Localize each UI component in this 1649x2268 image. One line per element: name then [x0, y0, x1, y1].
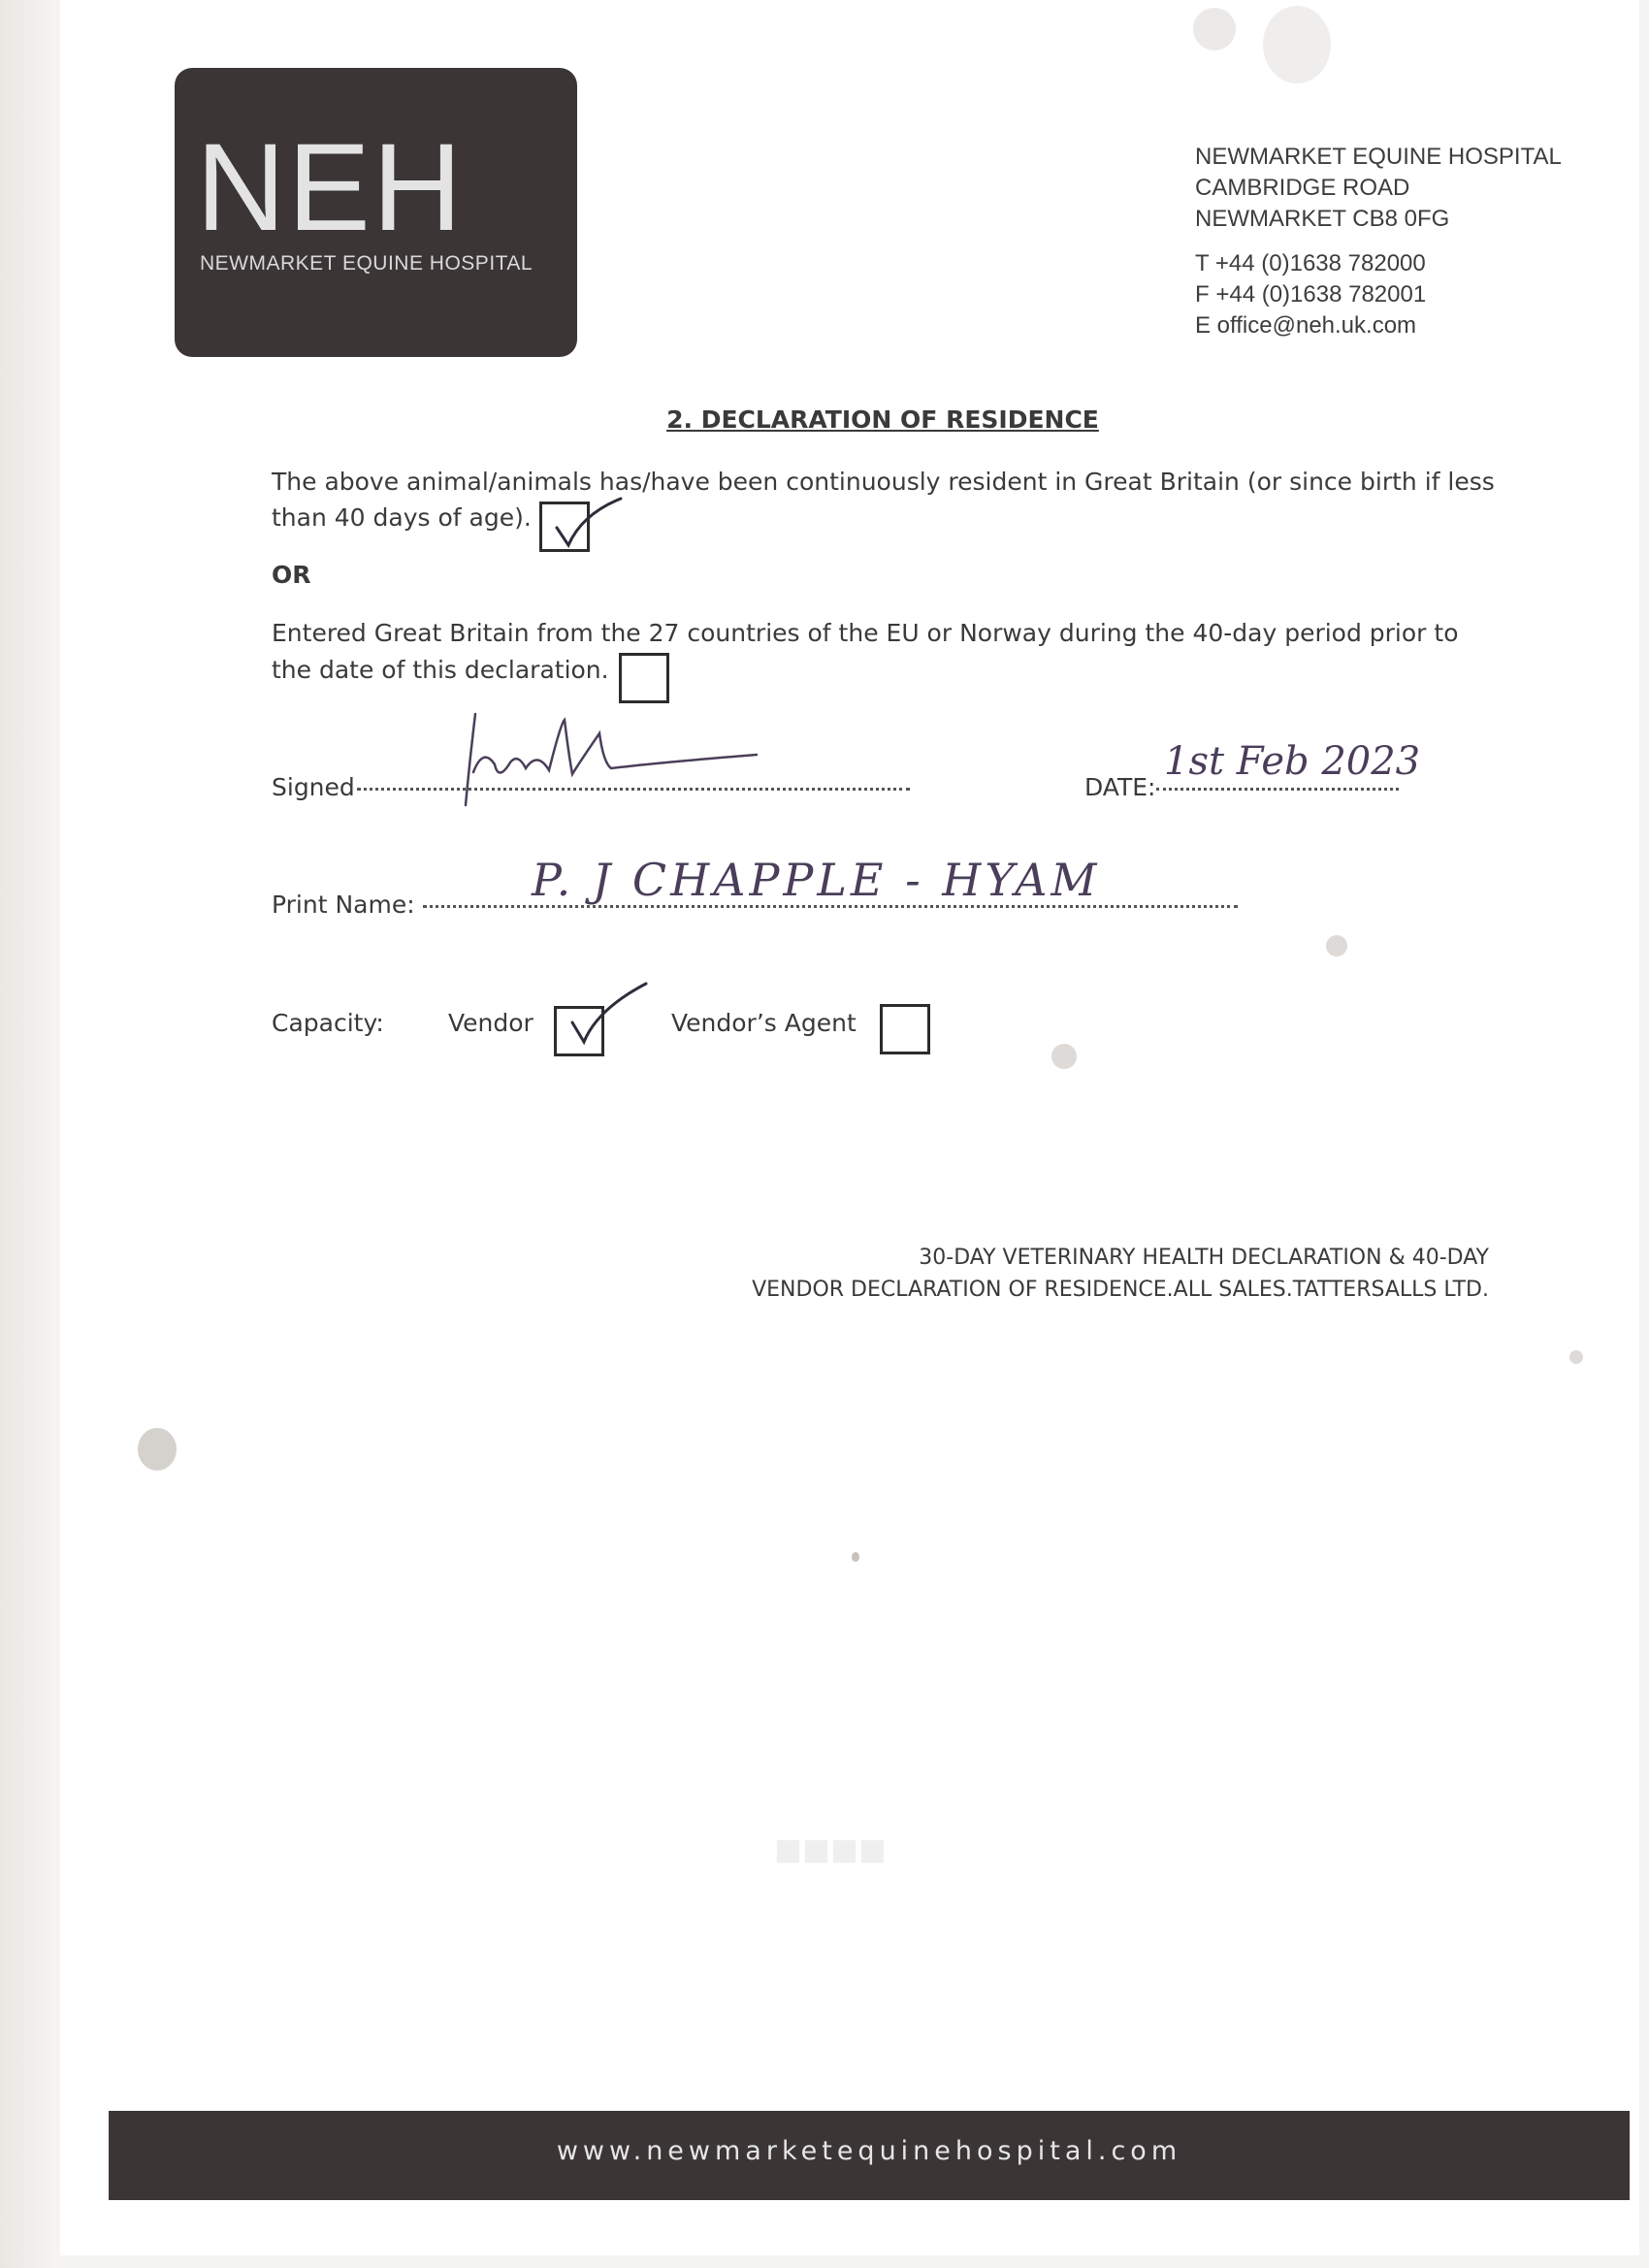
form-reference-note — [679, 1242, 1489, 1306]
website-footer-bar — [109, 2111, 1630, 2200]
print-name-value: P. J CHAPPLE - HYAM — [532, 854, 1101, 906]
vendor-checkbox[interactable] — [554, 1006, 604, 1056]
scan-smudge — [1193, 8, 1236, 50]
vendors-agent-checkbox[interactable] — [880, 1004, 930, 1054]
date-line[interactable] — [1156, 788, 1399, 791]
logo-letters: NEH — [196, 118, 465, 257]
option2-text-line1: Entered Great Britain from the 27 countries of the EU or Norway during the 40-day period prior to — [272, 619, 1459, 647]
bleed-through-text: ■■■■ — [774, 1825, 887, 1876]
or-label: OR — [272, 561, 311, 589]
address-line-town: NEWMARKET CB8 0FG — [1195, 206, 1450, 232]
option1-text-line1: The above animal/animals has/have been continuously resident in Great Britain (or since birth if less — [272, 468, 1495, 496]
address-line-road: CAMBRIDGE ROAD — [1195, 175, 1410, 201]
option2-text-line2: the date of this declaration. — [272, 656, 609, 684]
logo-subtitle: NEWMARKET EQUINE HOSPITAL — [200, 252, 534, 275]
neh-logo — [175, 68, 577, 357]
section-heading: 2. DECLARATION OF RESIDENCE — [666, 405, 1099, 434]
scan-smudge — [1051, 1044, 1077, 1069]
address-line-hospital: NEWMARKET EQUINE HOSPITAL — [1195, 144, 1562, 170]
scan-smudge — [1263, 6, 1331, 83]
option1-text-line2: than 40 days of age). — [272, 503, 532, 532]
scan-smudge — [138, 1428, 177, 1471]
address-block — [1195, 142, 1602, 341]
option2-checkbox[interactable] — [619, 653, 669, 703]
scan-smudge — [852, 1552, 859, 1562]
signed-label: Signed — [272, 773, 355, 801]
vendors-agent-label: Vendor’s Agent — [671, 1009, 857, 1037]
capacity-label: Capacity: — [272, 1009, 384, 1037]
email-address: E office@neh.uk.com — [1195, 312, 1417, 339]
signature-line[interactable] — [357, 788, 910, 791]
option1-checkbox[interactable] — [539, 502, 590, 552]
phone-number: T +44 (0)1638 782000 — [1195, 250, 1426, 276]
scan-smudge — [1326, 935, 1347, 956]
fax-number: F +44 (0)1638 782001 — [1195, 281, 1427, 308]
website-url[interactable]: www.newmarketequinehospital.com — [556, 2136, 1182, 2166]
date-value: 1st Feb 2023 — [1164, 739, 1421, 784]
date-label: DATE: — [1084, 773, 1156, 801]
print-name-label: Print Name: — [272, 891, 415, 919]
scan-smudge — [1569, 1350, 1583, 1364]
form-reference-line1: 30-DAY VETERINARY HEALTH DECLARATION & 40-DAY — [919, 1246, 1489, 1270]
scanned-page-edge — [0, 0, 60, 2268]
vendor-label: Vendor — [448, 1009, 534, 1037]
form-reference-line2: VENDOR DECLARATION OF RESIDENCE.ALL SALES.TATTERSALLS LTD. — [752, 1278, 1489, 1302]
